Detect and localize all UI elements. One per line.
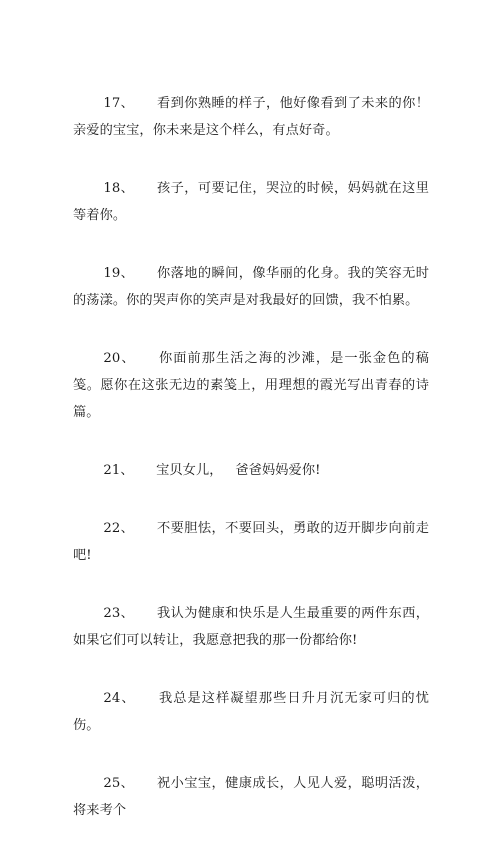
entry-list: [73, 90, 429, 855]
list-item: [73, 175, 429, 229]
list-item: [73, 260, 429, 314]
list-item: [73, 90, 429, 144]
entry-text: 宝贝女儿， 爸爸妈妈爱你!: [156, 463, 321, 478]
entry-number: 17、: [103, 96, 135, 111]
entry-text: 孩子，可要记住，哭泣的时候，妈妈就在这里等着你。: [73, 181, 429, 223]
entry-number: 24、: [103, 691, 136, 706]
list-item: [73, 515, 429, 569]
entry-text: 我总是这样凝望那些日升月沉无家可归的忧伤。: [73, 691, 429, 733]
entry-text: 我认为健康和快乐是人生最重要的两件东西，如果它们可以转让，我愿意把我的那一份都给你!: [73, 606, 429, 648]
entry-text: 不要胆怯，不要回头，勇敢的迈开脚步向前走吧!: [73, 521, 429, 563]
entry-text: 你落地的瞬间，像华丽的化身。我的笑容无时的荡漾。你的哭声你的笑声是对我最好的回馈，我不怕累。: [73, 266, 429, 308]
entry-text: 你面前那生活之海的沙滩，是一张金色的稿笺。愿你在这张无边的素笺上，用理想的霞光写出青春的诗篇。: [73, 351, 429, 420]
entry-text: 看到你熟睡的样子，他好像看到了未来的你！亲爱的宝宝，你未来是这个样么，有点好奇。: [73, 96, 429, 138]
list-item: [73, 600, 429, 654]
entry-number: 20、: [103, 351, 136, 366]
entry-text: 祝小宝宝，健康成长，人见人爱，聪明活泼，将来考个: [73, 776, 429, 818]
list-item: [73, 457, 429, 484]
entry-number: 23、: [103, 606, 135, 621]
list-item: [73, 345, 429, 426]
entry-number: 25、: [103, 776, 135, 791]
entry-number: 18、: [103, 181, 135, 196]
list-item: [73, 685, 429, 739]
list-item: [73, 770, 429, 824]
entry-number: 21、: [103, 463, 134, 478]
entry-number: 19、: [103, 266, 135, 281]
entry-number: 22、: [103, 521, 135, 536]
